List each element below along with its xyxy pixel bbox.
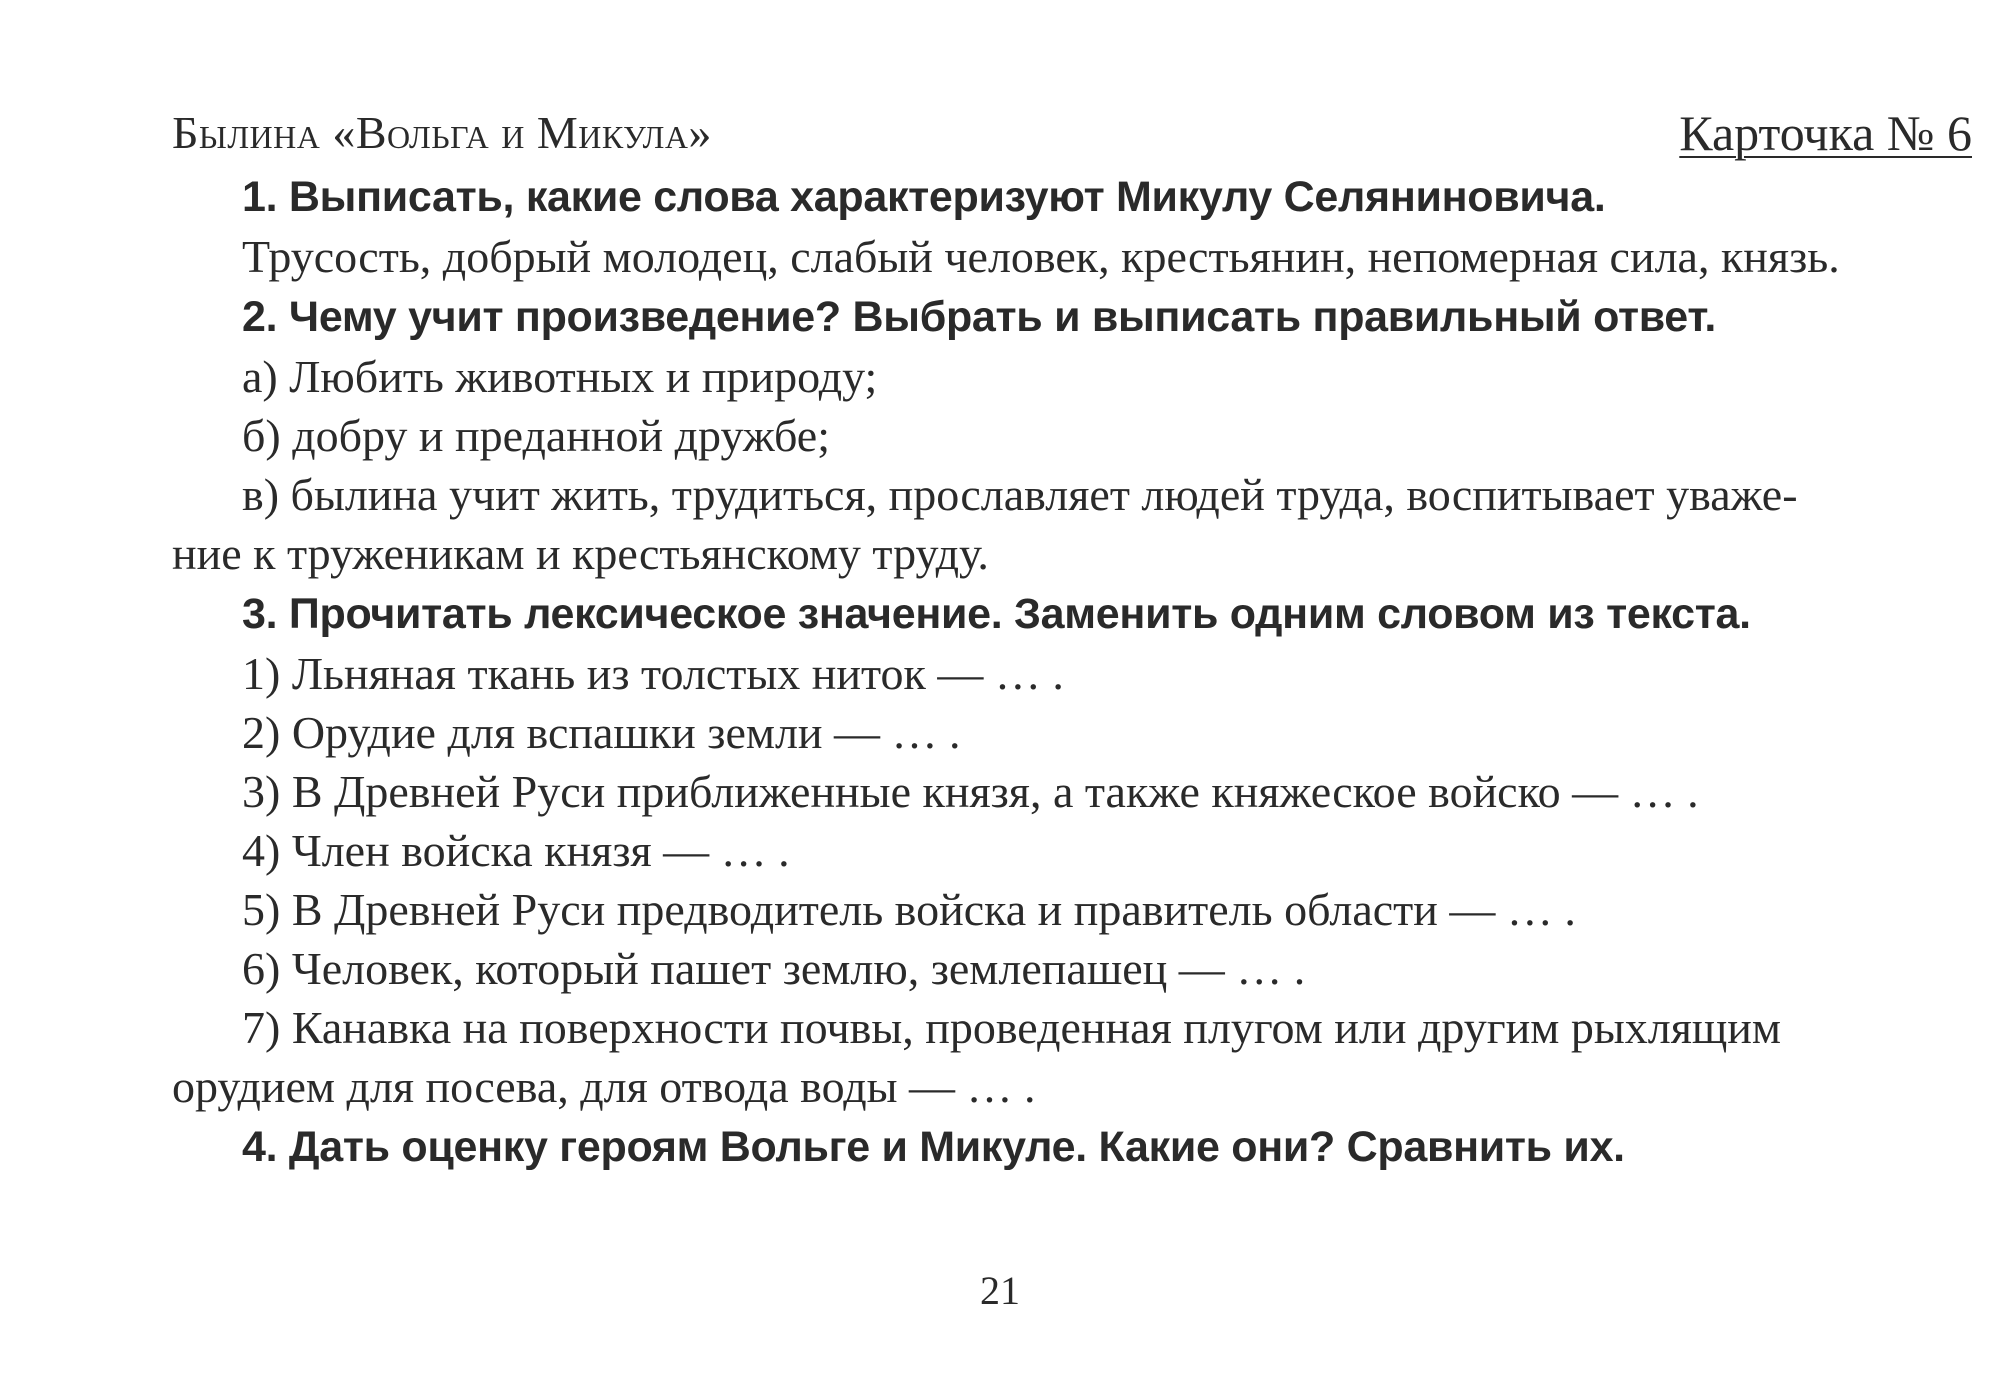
task-3-question: 3. Прочитать лексическое значение. Заменить одним словом из текста.: [242, 590, 1751, 638]
task-3-item-2: 2) Орудие для вспашки земли — … .: [242, 707, 961, 758]
task-3-item-7: 7) Канавка на поверхности почвы, проведенная плугом или другим рыхлящим: [242, 1002, 1782, 1053]
task-2-option-b: б) добру и преданной дружбе;: [242, 410, 831, 461]
task-3-item-7-continuation: орудием для посева, для отвода воды — … .: [172, 1061, 1036, 1112]
task-3-item-4: 4) Член войска князя — … .: [242, 825, 790, 876]
worksheet-card: [172, 100, 1972, 1177]
task-3-item-3: 3) В Древней Руси приближенные князя, а также княжеское войско — … .: [242, 766, 1699, 817]
task-3-item-1: 1) Льняная ткань из толстых ниток — … .: [242, 648, 1064, 699]
task-2-option-c: в) былина учит жить, трудиться, прославляет людей труда, воспитывает уваже-: [242, 469, 1798, 520]
task-2-option-a: а) Любить животных и природу;: [242, 351, 878, 402]
task-1-question: 1. Выписать, какие слова характеризуют Микулу Селяниновича.: [242, 173, 1606, 221]
task-3-item-6: 6) Человек, который пашет землю, землепашец — … .: [242, 943, 1306, 994]
card-header: [172, 100, 1972, 168]
page-number: 21: [980, 1268, 1020, 1313]
task-1-word-list: Трусость, добрый молодец, слабый человек, крестьянин, непомерная сила, князь.: [242, 231, 1840, 282]
task-2-option-c-continuation: ние к труженикам и крестьянскому труду.: [172, 528, 989, 579]
task-2-question: 2. Чему учит произведение? Выбрать и выписать правильный ответ.: [242, 293, 1716, 341]
task-4-question: 4. Дать оценку героям Вольге и Микуле. Какие они? Сравнить их.: [242, 1123, 1625, 1171]
card-number: Карточка № 6: [1679, 105, 1972, 161]
work-title: Былина «Вольга и Микула»: [172, 107, 712, 158]
task-3-item-5: 5) В Древней Руси предводитель войска и правитель области — … .: [242, 884, 1576, 935]
